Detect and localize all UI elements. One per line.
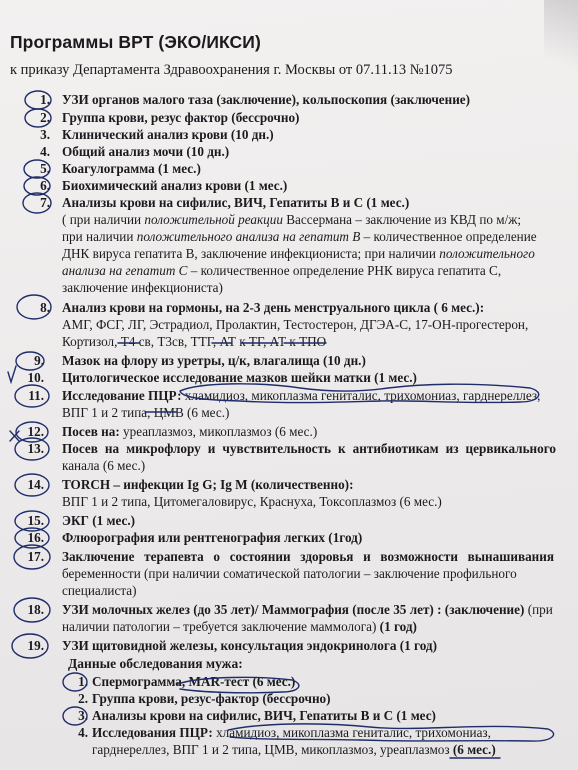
item-text: Анализы крови на сифилис, ВИЧ, Гепатиты В и С (1 мес.) xyxy=(62,195,410,210)
item-number: 3. xyxy=(40,127,50,142)
item-number: 18. xyxy=(27,602,44,617)
document-page: Программы ВРТ (ЭКО/ИКСИ) к приказу Департамента Здравоохранения г. Москвы от 07.11.13 №1075 1. УЗИ органов малого таза (заключение), кольпоскопия (заключение) 2. Группа крови, резус фактор (бессрочно) 3. Клинический анализ крови (10 дн.) 4. Общий анализ мочи (10 дн.) 5. Коагулограмма (1 мес.) 6. Биохимический анализ крови (1 мес.) 7. Анализы крови на сифилис, ВИЧ, Гепатиты В и С (1 мес.) ( при наличии положительной реакции Вассермана – заключение из КВД по м/ж; при наличии положительного анализа на гепатит В – количественное определение ДНК вируса гепатита В, заключение инфекциониста; при наличии положительного анализа на гепатит С – количественное определение РНК вируса гепатита С, заключение инфекциониста) 8. Анализ крови на гормоны, на 2-3 день менструального цикла ( 6 мес.): АМГ, ФСГ, ЛГ, Эстрадиол, Пролактин, Тестостерон, ДГЭА-С, 17-ОН-прогестерон, Кортизол, Т4 св, Т3св, ТТГ, АТ к ТГ, АТ к ТПО 9. Мазок на флору из уретры, ц/к, влагалища (10 дн.) 10. Цитологическое исследование мазков шейки матки (1 мес.) 11. Исследование ПЦР: хламидиоз, микоплазма гениталис, трихомониаз, гарднереллез, ВПГ 1 и 2 типа, ЦМВ (6 мес.) 12. Посев на: уреаплазмоз, микоплазмоз (6 мес.) 13. Посев на микрофлору и чувствительность к антибиотикам из цервикального канала (6 мес.) 14. TORCH – инфекции Ig G; Ig M (количественно): ВПГ 1 и 2 типа, Цитомегаловирус, Краснуха, Токсоплазмоз (6 мес.) 15. ЭКГ (1 мес.) 16. Флюорография или рентгенография легких (1год) 17. Заключение терапевта о состоянии здоровья и возможности вынашивания беременности (при наличии соматической патологии – заключение профильного специалиста) 18. УЗИ молочных желез (до 35 лет)/ Маммография (после 35 лет) : (заключение) (при наличии патологии – требуется заключение маммолога) (1 год) 19. УЗИ щитовидной железы, консультация эндокринолога (1 год) Данные обследования мужа: 1. Спермограмма, MAR-тест (6 мес.) 2. Группа крови, резус-фактор (бессрочно) 3. Анализы крови на сифилис, ВИЧ, Гепатиты В и С (1 мес) 4. Исследования ПЦР: хламидиоз, микоплазма гениталис, трихомониаз, гарднереллез, ВПГ 1 и 2 типа, ЦМВ, микоплазмоз, уреаплазмоз (6 мес.) xyxy=(0,0,578,770)
item-text: Спермограмма, MAR-тест (6 мес.) xyxy=(92,674,296,689)
item-number: 3. xyxy=(78,708,88,723)
item-text: Мазок на флору из уретры, ц/к, влагалища (10 дн.) xyxy=(62,353,366,368)
item-number: 4. xyxy=(40,144,50,159)
item-text: УЗИ молочных желез (до 35 лет)/ Маммография (после 35 лет) : (заключение) (при xyxy=(62,602,553,617)
item-number: 1. xyxy=(78,674,88,689)
item-text: наличии патологии – требуется заключение маммолога) (1 год) xyxy=(62,619,417,634)
item-number: 11. xyxy=(28,388,44,403)
item-number: 17. xyxy=(27,549,44,564)
item-number: 1. xyxy=(40,92,50,107)
item-number: 8. xyxy=(40,300,50,315)
document-subtitle: к приказу Департамента Здравоохранения г. Москвы от 07.11.13 №1075 xyxy=(10,62,453,78)
item-number: 19. xyxy=(27,638,44,653)
item-number: 2. xyxy=(78,691,88,706)
item-text: Группа крови, резус-фактор (бессрочно) xyxy=(92,691,331,706)
item-number: 12. xyxy=(27,424,44,439)
male-section-header: Данные обследования мужа: xyxy=(68,656,243,671)
item-text: УЗИ органов малого таза (заключение), кольпоскопия (заключение) xyxy=(62,92,471,107)
item-number: 7. xyxy=(40,195,50,210)
page-corner-shadow xyxy=(544,0,578,90)
item-text: Анализ крови на гормоны, на 2-3 день менструального цикла ( 6 мес.): xyxy=(62,300,485,315)
document-title: Программы ВРТ (ЭКО/ИКСИ) xyxy=(10,32,261,52)
item-text: Цитологическое исследование мазков шейки матки (1 мес.) xyxy=(62,370,417,385)
item-number: 5. xyxy=(40,161,50,176)
item-text: Посев на микрофлору и чувствительность к антибиотикам из цервикального xyxy=(62,441,556,456)
item-number: 10. xyxy=(27,370,44,385)
item-text: гарднереллез, ВПГ 1 и 2 типа, ЦМВ, микоплазмоз, уреаплазмоз (6 мес.) xyxy=(92,742,496,757)
item-text: TORCH – инфекции Ig G; Ig M (количественно): xyxy=(62,477,354,492)
item-number: 15. xyxy=(27,513,44,528)
item-number: 14. xyxy=(27,477,44,492)
item-number: 9. xyxy=(34,353,44,368)
item-text: Биохимический анализ крови (1 мес.) xyxy=(62,178,288,193)
item-text: Посев на: уреаплазмоз, микоплазмоз (6 мес.) xyxy=(62,424,318,439)
item-number: 2. xyxy=(40,110,50,125)
item-text: Анализы крови на сифилис, ВИЧ, Гепатиты В и С (1 мес) xyxy=(92,708,436,723)
item-text: Исследования ПЦР: хламидиоз, микоплазма гениталис, трихомониаз, xyxy=(92,725,491,740)
item-number: 13. xyxy=(27,441,44,456)
item-text: Флюорография или рентгенография легких (1год) xyxy=(62,530,363,545)
item-text: Общий анализ мочи (10 дн.) xyxy=(62,144,230,159)
item-number: 6. xyxy=(40,178,50,193)
item-text: Клинический анализ крови (10 дн.) xyxy=(62,127,274,142)
item-number: 4. xyxy=(78,725,88,740)
item-number: 16. xyxy=(27,530,44,545)
item-text: ЭКГ (1 мес.) xyxy=(62,513,136,528)
item-text: УЗИ щитовидной железы, консультация эндокринолога (1 год) xyxy=(62,638,437,653)
item-text: Коагулограмма (1 мес.) xyxy=(62,161,201,176)
item-text: Группа крови, резус фактор (бессрочно) xyxy=(62,110,300,125)
item-text: Заключение терапевта о состоянии здоровья и возможности вынашивания xyxy=(62,549,554,564)
item-text: Исследование ПЦР: хламидиоз, микоплазма гениталис, трихомониаз, гарднереллез, xyxy=(62,388,541,403)
